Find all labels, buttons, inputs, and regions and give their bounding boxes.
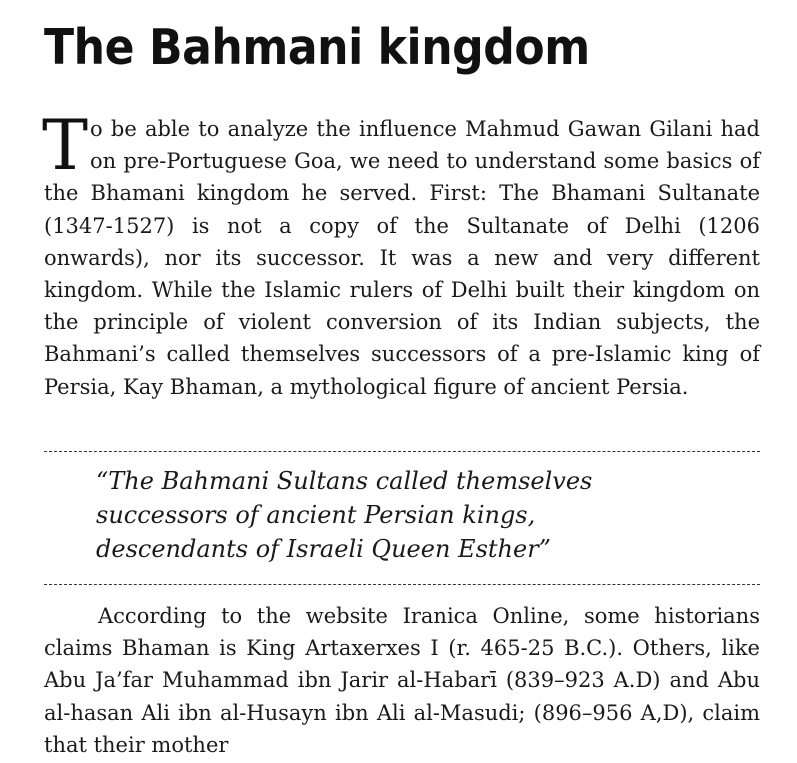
intro-paragraph-text: o be able to analyze the influence Mahmud Gawan Gilani had on pre-Portuguese Goa, we need to understand some basics of the Bhamani kingdom he served. First: The Bhamani Sultanate (1347-1527) is not a copy of the Sultanate of Delhi (1206 onwards), nor its successor. It was a new and very different kingdom. While the Islamic rulers of Delhi built their kingdom on the principle of violent conversion of its Indian subjects, the Bahmani’s called themselves successors of a pre-Islamic king of Persia, Kay Bhaman, a mythological figure of ancient Persia.: [44, 117, 760, 399]
intro-paragraph: [42, 106, 760, 403]
quote-divider-top: [44, 451, 760, 452]
quote-divider-bottom: [44, 584, 760, 585]
pull-quote-line: successors of ancient Persian kings,: [96, 501, 536, 529]
article-title: The Bahmani kingdom: [44, 19, 590, 76]
body-paragraph: According to the website Iranica Online, some historians claims Bhaman is King Artaxerxes I (r. 465-25 B.C.). Others, like Abu Ja’far Muhammad ibn Jarir al-Habarī (839–923 A.D) and Abu al-hasan Ali ibn al-Husayn ibn Ali al-Masudi; (896–956 A,D), claim that their mother: [44, 604, 760, 757]
pull-quote: [96, 464, 736, 566]
drop-cap: T: [42, 106, 89, 186]
pull-quote-line: descendants of Israeli Queen Esther”: [96, 535, 551, 563]
pull-quote-line: “The Bahmani Sultans called themselves: [96, 467, 593, 495]
